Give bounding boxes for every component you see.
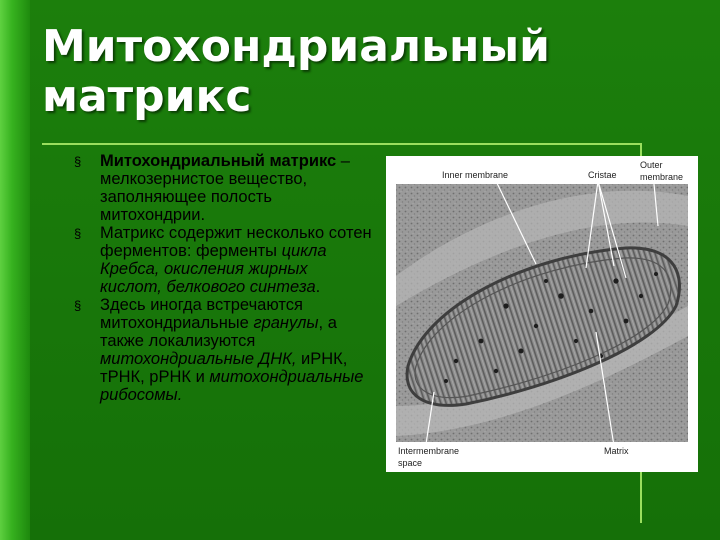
horizontal-divider (42, 143, 642, 145)
label-intermembrane-1: Intermembrane (398, 446, 460, 456)
bullet-item (74, 224, 374, 296)
mitochondrion-image (386, 156, 698, 472)
bullet-text: Здесь иногда встречаются митохондриальные (100, 296, 303, 332)
bullet-text: Матрикс содержит несколько сотен ферментов: ферменты (100, 224, 372, 260)
slide-title (42, 22, 682, 122)
bullet-text: и (296, 350, 311, 368)
bullet-item (74, 296, 374, 404)
bullet-italic-text: гранулы (253, 314, 319, 332)
square-bullet-icon: § (74, 154, 82, 169)
bullet-italic-text: митохондриальные ДНК, (100, 350, 297, 368)
label-cristae: Cristae (588, 170, 617, 180)
left-accent-bar (0, 0, 30, 540)
title-line-1: Митохондриальный (42, 21, 550, 72)
label-inner-membrane: Inner membrane (442, 170, 509, 180)
square-bullet-icon: § (74, 226, 82, 241)
label-intermembrane-2: space (398, 458, 423, 468)
bullet-italic-text: митохондриальные рибосомы. (100, 368, 364, 404)
bullet-text: РНК, т (100, 350, 348, 386)
bullet-text: РНК и (158, 368, 210, 386)
bullet-text: РНК, р (107, 368, 159, 386)
title-line-2: матрикс (42, 71, 252, 122)
bullet-text: . (315, 278, 321, 296)
bullet-text: , а также локализуются (100, 314, 337, 350)
square-bullet-icon: § (74, 298, 82, 313)
label-outer-membrane-2: membrane (640, 172, 684, 182)
bullet-italic-text: цикла Кребса, окисления жирных кислот, белкового синтеза (100, 242, 327, 296)
bullet-item (74, 152, 374, 224)
mitochondrion-micrograph (386, 156, 698, 472)
label-matrix: Matrix (604, 446, 629, 456)
bullet-list (74, 152, 374, 404)
bullet-bold-term: Митохондриальный матрикс (100, 152, 337, 170)
bullet-text: – мелкозернистое вещество, заполняющее полость митохондрии. (100, 152, 350, 224)
label-outer-membrane-1: Outer (640, 160, 663, 170)
